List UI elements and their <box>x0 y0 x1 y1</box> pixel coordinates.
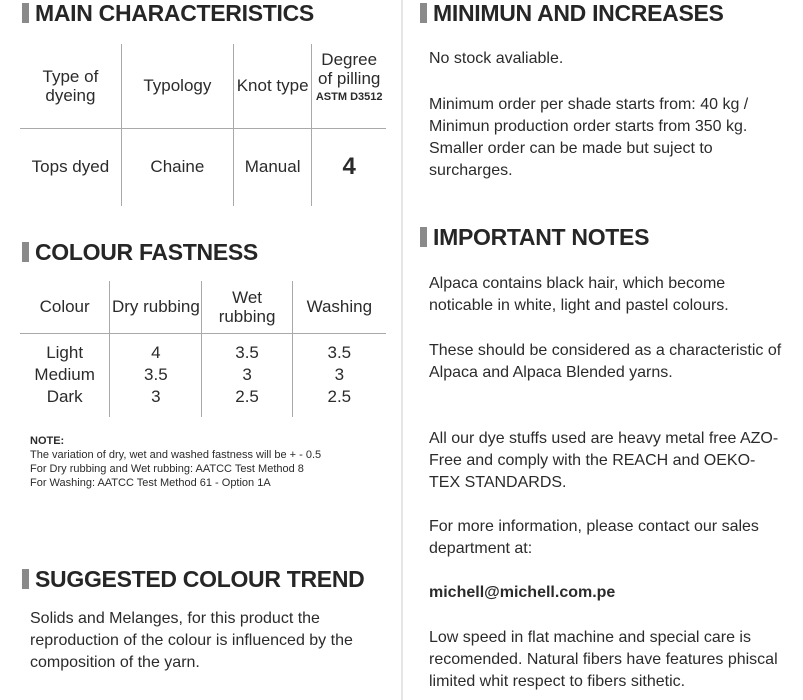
fastness-value: 3.5 <box>144 365 168 385</box>
important-notes-paragraph-5: Low speed in flat machine and special care is recomended. Natural fibers have features phiscal limited whit respect to fibers sithetic. <box>429 629 778 690</box>
main-characteristics-table <box>20 44 386 206</box>
degree-of-pilling-label: Degree of pilling <box>318 50 381 88</box>
header-washing: Washing <box>292 281 386 333</box>
wet-rubbing-column <box>202 333 292 417</box>
note-title: NOTE: <box>30 435 65 447</box>
cell-typology: Chaine <box>121 128 233 206</box>
colour-fastness-heading <box>22 239 258 265</box>
minimum-order-text: Minimum order per shade starts from: 40 kg / Minimun production order starts from 350 kg. Smaller order can be made but suject to surcharges. <box>429 96 749 179</box>
washing-column <box>292 333 386 417</box>
dry-rubbing-column <box>110 333 202 417</box>
minimum-and-increases-heading <box>420 0 724 26</box>
suggested-colour-trend-title: SUGGESTED COLOUR TREND <box>35 566 365 592</box>
fastness-value: Dark <box>46 387 83 407</box>
fastness-value: Medium <box>34 365 95 385</box>
pilling-standard: ASTM D3512 <box>315 91 383 103</box>
header-typology: Typology <box>121 44 233 128</box>
colour-fastness-title: COLOUR FASTNESS <box>35 239 258 265</box>
important-notes-paragraph-2: These should be considered as a characteristic of Alpaca and Alpaca Blended yarns. <box>429 342 782 381</box>
fastness-note <box>30 434 321 490</box>
cell-degree-of-pilling: 4 <box>312 128 386 206</box>
minimum-and-increases-title: MINIMUN AND INCREASES <box>433 0 724 26</box>
fastness-value: 3 <box>334 365 345 385</box>
main-characteristics-title: MAIN CHARACTERISTICS <box>35 0 314 26</box>
heading-bar-icon <box>22 242 29 262</box>
fastness-value: 2.5 <box>327 387 352 407</box>
suggested-colour-trend-heading <box>22 566 364 592</box>
fastness-value: 3 <box>151 387 161 407</box>
header-colour: Colour <box>20 281 110 333</box>
heading-bar-icon <box>420 3 427 23</box>
heading-bar-icon <box>420 227 427 247</box>
stock-text: No stock avaliable. <box>429 50 564 67</box>
fastness-value: 3.5 <box>235 343 259 363</box>
cell-type-of-dyeing: Tops dyed <box>20 128 121 206</box>
fastness-value: 4 <box>151 343 161 363</box>
important-notes-paragraph-3: All our dye stuffs used are heavy metal free AZO-Free and comply with the REACH and OEKO-TEX STANDARDS. <box>429 430 779 491</box>
important-notes-paragraph-4: For more information, please contact our sales department at: <box>429 518 759 557</box>
heading-bar-icon <box>22 569 29 589</box>
header-degree-of-pilling <box>312 44 386 128</box>
note-line: For Washing: AATCC Test Method 61 - Option 1A <box>30 477 271 489</box>
note-line: The variation of dry, wet and washed fastness will be + - 0.5 <box>30 449 322 461</box>
colour-column <box>20 333 110 417</box>
note-line: For Dry rubbing and Wet rubbing: AATCC Test Method 8 <box>30 463 304 475</box>
header-wet-rubbing: Wet rubbing <box>202 281 292 333</box>
cell-knot-type: Manual <box>233 128 312 206</box>
suggested-colour-trend-text: Solids and Melanges, for this product the reproduction of the colour is influenced by the composition of the yarn. <box>30 610 353 671</box>
header-knot-type: Knot type <box>233 44 312 128</box>
important-notes-paragraph-1: Alpaca contains black hair, which become noticable in white, light and pastel colours. <box>429 275 729 314</box>
heading-bar-icon <box>22 3 29 23</box>
important-notes-title: IMPORTANT NOTES <box>433 224 650 250</box>
important-notes-heading <box>420 224 649 250</box>
contact-email-link[interactable]: michell@michell.com.pe <box>429 584 616 601</box>
fastness-value: 3 <box>242 365 252 385</box>
colour-fastness-table <box>20 281 386 417</box>
fastness-value: 3.5 <box>327 343 352 363</box>
fastness-value: 2.5 <box>235 387 259 407</box>
main-characteristics-heading <box>22 0 314 26</box>
header-type-of-dyeing: Type of dyeing <box>20 44 121 128</box>
header-dry-rubbing: Dry rubbing <box>110 281 202 333</box>
right-column <box>404 0 803 700</box>
fastness-value: Light <box>46 343 84 363</box>
